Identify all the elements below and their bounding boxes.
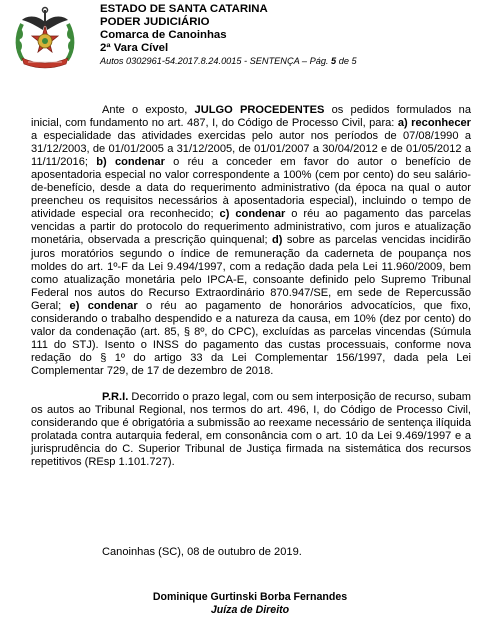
ruling-item-a: a) reconhecer [397, 117, 471, 130]
court-name: 2ª Vara Cível [100, 42, 169, 55]
ruling-text: o réu ao pagamento de honorários advocatícios, que fixo, considerando o trabalho despendido e a natureza da causa, em 10% (dez por cento) do valor da condenação (art. 85, § 8º, do CPC), excluídas as parcelas vincendas (Súmula 111 do STJ). Isento o INSS do pagamento das custas processuais, conforme nova redação do § 1º do artigo 33 da Lei Complementar 156/1997, dada pela Lei Complementar 729, de 17 de dezembro de 2018. [31, 299, 471, 377]
ruling-text: a especialidade das atividades exercidas pelo autor nos períodos de 07/08/1990 a 31/12/2003, de 01/01/2005 a 31/12/2005, de 01/01/2007 a 30/04/2012 e de 01/05/2012 a 11/11/2016; [31, 130, 471, 169]
header-text-block [100, 3, 480, 68]
district-name: Comarca de Canoinhas [100, 29, 227, 42]
ruling-emphasis: JULGO PROCEDENTES [194, 104, 325, 116]
ruling-item-c: c) condenar [219, 208, 286, 221]
state-coat-of-arms-icon [14, 6, 76, 72]
ruling-text: o réu a conceder em favor do autor o benefício de aposentadoria especial no valor correspondente a 100% (cem por cento) do seu salário-de-benefício, desde a data do requerimento administrativo (da época na qual o autor preencheu os requisitos necessários à aposentadoria especial), incluindo o tempo de atividade especial ora reconhecido; [31, 156, 471, 221]
page-separator: de [336, 56, 352, 67]
ruling-item-b: b) condenar [96, 156, 165, 169]
pri-emphasis: P.R.I. [102, 390, 129, 403]
ruling-item-d: d) [271, 234, 283, 247]
pri-text: Decorrido o prazo legal, com ou sem interposição de recurso, subam os autos ao Tribunal Regional, nos termos do art. 496, I, do Código de Processo Civil, considerando que é obrigatória a submissão ao reexame necessário de sentença ilíquida prolatada contra autarquia federal, em consonância com o art. 10 da Lei 9.469/1997 e a jurisprudência do C. Superior Tribunal de Justiça firmada na sistemática dos recursos repetitivos (REsp 1.101.727). [31, 390, 471, 469]
ruling-text: o réu ao pagamento das parcelas vencidas a partir do protocolo do requerimento administrativo, com juros e atualização monetária, observada a prescrição quinquenal; [31, 208, 471, 247]
date-place-line: Canoinhas (SC), 08 de outubro de 2019. [102, 546, 302, 558]
signature-block [130, 591, 370, 617]
branch-name: PODER JUDICIÁRIO [100, 16, 210, 29]
ruling-item-e: e) condenar [69, 299, 138, 312]
document-header [0, 0, 486, 80]
ruling-paragraph [31, 104, 471, 378]
state-name: ESTADO DE SANTA CATARINA [100, 3, 268, 15]
sentence-body [31, 104, 471, 469]
judge-name: Dominique Gurtinski Borba Fernandes [152, 591, 348, 603]
pri-paragraph [31, 391, 471, 469]
ruling-text: sobre as parcelas vencidas incidirão juros moratórios segundo o índice de remuneração da caderneta de poupança nos moldes do art. 1º-F da Lei 9.494/1997, com a redação dada pela Lei 11.960/2009, bem como atualização monetária pelo IPCA-E, consoante definido pelo Supremo Tribunal Federal nos autos do Recurso Extraordinário 870.947/SE, em sede de Repercussão Geral; [31, 234, 471, 312]
ruling-text: Ante o exposto, [102, 104, 195, 116]
case-reference [100, 55, 480, 68]
page-total: 5 [351, 56, 357, 67]
ruling-text: os pedidos formulados na inicial, com fundamento no art. 487, I, do Código de Processo Civil, para: [31, 104, 471, 130]
page-current: 5 [331, 56, 337, 67]
case-reference-prefix: Autos 0302961-54.2017.8.24.0015 - SENTENÇA – Pág. [100, 56, 332, 67]
judge-title: Juíza de Direito [210, 604, 290, 616]
